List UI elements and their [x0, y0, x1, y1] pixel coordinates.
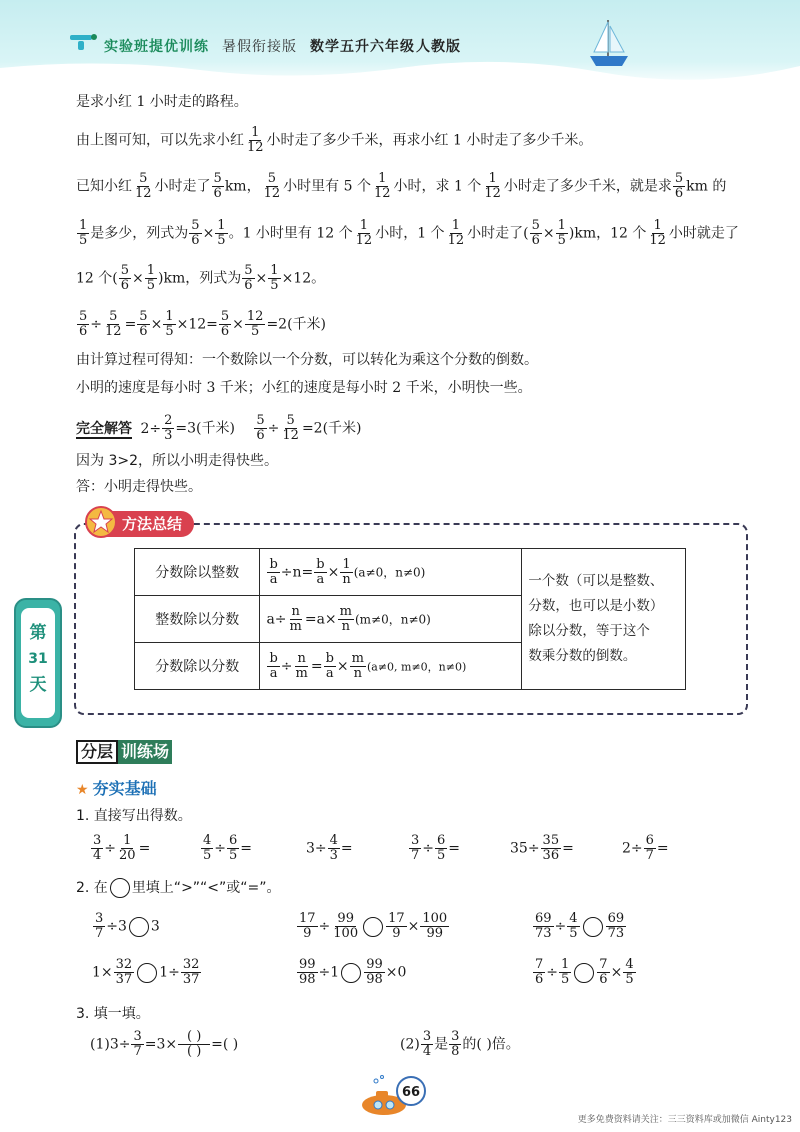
question-2-item: 1× $\frac{32}{37}$ 1÷ $\frac{32}{37}$ [92, 957, 200, 987]
sailboat-icon [586, 16, 632, 70]
question-3-part-1: (1)3÷ $\frac{3}{7}$ =3× $\frac{( )}{( )}$ =( ) [90, 1029, 239, 1059]
question-3-prompt: 3. 填一填。 [76, 1006, 150, 1022]
rule-formula: $\frac{b}{a}$ ÷n= $\frac{b}{a}$ × $\frac{1}{n}$ (a≠0，n≠0) [260, 549, 522, 596]
question-2-item: $\frac{7}{6}$ ÷ $\frac{1}{5}$ $\frac{7}{6}$ × $\frac{4}{5}$ [535, 957, 634, 987]
question-2-item: $\frac{99}{98}$ ÷1 $\frac{99}{98}$ ×0 [299, 957, 407, 987]
question-2-item: $\frac{69}{73}$ ÷ $\frac{4}{5}$ $\frac{69}{73}$ [535, 911, 625, 941]
compare-circle[interactable] [129, 917, 149, 937]
series-title: 实验班提优训练 [104, 39, 209, 55]
blank-fraction[interactable]: $\frac{( )}{( )}$ [178, 1030, 210, 1059]
grade-label: 数学五升六年级 [310, 39, 415, 55]
method-summary-title: 方法总结 [88, 511, 194, 537]
question-1-item: $\frac{3}{7}$ ÷ $\frac{6}{5}$ = [411, 833, 461, 863]
explanation-line-5: 12 个( $\frac{5}{6}$ × $\frac{1}{5}$ )km，列式为 $\frac{5}{6}$ × $\frac{1}{5}$ ×12。 [76, 263, 326, 293]
explanation-line-6: $\frac{5}{6}$ ÷ $\frac{5}{12}$ = $\frac{5}{6}$ × $\frac{1}{5}$ ×12= $\frac{5}{6}$ × $\frac{12}{5}$ =2(千米) [79, 309, 326, 339]
table-row [135, 549, 686, 596]
explanation-line-3: 已知小红 $\frac{5}{12}$ 小时走了 $\frac{5}{6}$ km， $\frac{5}{12}$ 小时里有 5 个 $\frac{1}{12}$ 小时，求 1 个 $\frac{1}{12}$ 小时走了多少千米，就是求 $\frac{5}{6}$ km 的 [76, 171, 727, 201]
compare-circle[interactable] [363, 917, 383, 937]
day-tab [14, 598, 62, 728]
question-1-item: $\frac{3}{4}$ ÷ $\frac{1}{20}$ = [93, 833, 151, 863]
answer-final: 答：小明走得快些。 [76, 479, 202, 495]
rule-formula: $\frac{b}{a}$ ÷ $\frac{n}{m}$ = $\frac{b}{a}$ × $\frac{m}{n}$ (a≠0, m≠0，n≠0) [260, 643, 522, 690]
compare-circle[interactable] [137, 963, 157, 983]
question-2-prompt: 2. 在 里填上“>”“<”或“=”。 [76, 880, 281, 896]
rule-name: 分数除以整数 [135, 549, 260, 596]
question-1-prompt: 1. 直接写出得数。 [76, 808, 192, 824]
explanation-line-7: 由计算过程可得知：一个数除以一个分数，可以转化为乘这个分数的倒数。 [76, 352, 538, 368]
page-header [0, 0, 800, 88]
answer-label: 完全解答 [76, 420, 132, 437]
compare-circle[interactable] [583, 917, 603, 937]
logo-icon [68, 33, 98, 51]
compare-circle[interactable] [574, 963, 594, 983]
question-1-item: 2÷ $\frac{6}{7}$ = [622, 833, 669, 863]
explanation-line-4: $\frac{1}{5}$ 是多少，列式为 $\frac{5}{6}$ × $\frac{1}{5}$ 。1 小时里有 12 个 $\frac{1}{12}$ 小时，1 个 $\frac{1}{12}$ 小时走了( $\frac{5}{6}$ × $\frac{1}{5}$ )km，12 个 $\frac{1}{12}$ 小时就走了 [79, 218, 739, 248]
question-1-item: 3÷ $\frac{4}{3}$ = [306, 833, 353, 863]
rule-formula: a÷ $\frac{n}{m}$ =a× $\frac{m}{n}$ (m≠0，n≠0) [260, 596, 522, 643]
explanation-line-8: 小明的速度是每小时 3 千米；小红的速度是每小时 2 千米，小明快一些。 [76, 380, 532, 396]
star-icon: ★ [76, 782, 89, 798]
question-2-item: $\frac{3}{7}$ ÷3 3 [95, 911, 160, 941]
rule-name: 分数除以分数 [135, 643, 260, 690]
fraction: $\frac{1}{12}$ [247, 125, 264, 155]
star-icon [84, 505, 118, 539]
explanation-line-2: 由上图可知，可以先求小红 $\frac{1}{12}$ 小时走了多少千米，再求小红 1 小时走了多少千米。 [76, 125, 593, 155]
question-3-part-2: (2) $\frac{3}{4}$ 是 $\frac{3}{8}$ 的( )倍。 [400, 1029, 520, 1059]
compare-circle[interactable] [341, 963, 361, 983]
question-1-item: $\frac{4}{5}$ ÷ $\frac{6}{5}$ = [203, 833, 253, 863]
training-title: 分层 训练场 [76, 740, 172, 764]
publisher-label: 人教版 [416, 39, 461, 55]
question-1-item: 35÷ $\frac{35}{36}$ = [510, 833, 574, 863]
watermark-text: 更多免费资料请关注：三三资料库或加微信 Ainty123 [577, 1115, 792, 1125]
day-label: 第 31 天 [28, 623, 48, 695]
page-number: 66 [396, 1076, 426, 1106]
rule-name: 整数除以分数 [135, 596, 260, 643]
method-note: 一个数（可以是整数、 分数，也可以是小数） 除以分数，等于这个 数乘分数的倒数。 [522, 549, 686, 690]
explanation-line-1: 是求小红 1 小时走的路程。 [76, 94, 248, 110]
answer-reason: 因为 3>2，所以小明走得快些。 [76, 453, 278, 469]
question-2-item: $\frac{17}{9}$ ÷ $\frac{99}{100}$ $\frac{17}{9}$ × $\frac{100}{99}$ [299, 911, 448, 941]
edition-label: 暑假衔接版 [222, 39, 297, 55]
answer-line: 完全解答 2÷ $\frac{2}{3}$ =3(千米) $\frac{5}{6}$ ÷ $\frac{5}{12}$ =2(千米) [76, 413, 362, 443]
method-table [134, 548, 686, 690]
basic-section-title: ★ 夯实基础 [76, 779, 157, 798]
compare-circle [110, 878, 130, 898]
